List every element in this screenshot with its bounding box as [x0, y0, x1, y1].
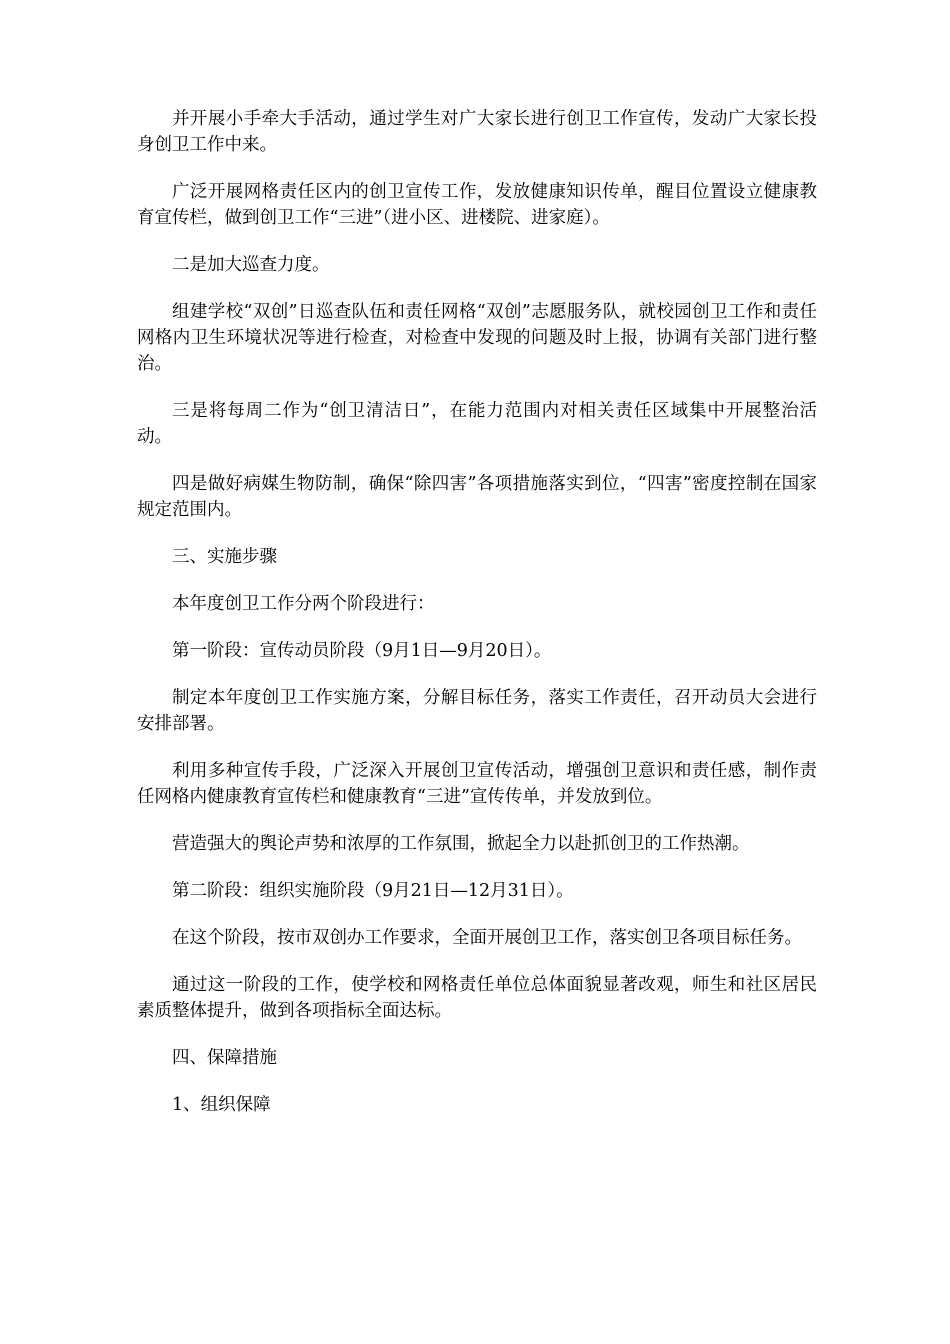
- section-heading: 四、保障措施: [172, 1048, 277, 1068]
- stage-heading: 第一阶段：宣传动员阶段（9月1日—9月20日）。: [172, 641, 552, 661]
- paragraph: 三是将每周二作为“创卫清洁日”，在能力范围内对相关责任区域集中开展整治活动。: [137, 401, 817, 447]
- paragraph: 组建学校“双创”日巡查队伍和责任网格“双创”志愿服务队，就校园创卫工作和责任网格内卫生环境状况等进行检查，对检查中发现的问题及时上报，协调有关部门进行整治。: [137, 302, 817, 374]
- subsection-heading: 1、组织保障: [172, 1095, 271, 1115]
- paragraph: 并开展小手牵大手活动，通过学生对广大家长进行创卫工作宣传，发动广大家长投身创卫工作中来。: [137, 109, 817, 155]
- paragraph: 利用多种宣传手段，广泛深入开展创卫宣传活动，增强创卫意识和责任感，制作责任网格内健康教育宣传栏和健康教育“三进”宣传传单，并发放到位。: [137, 761, 817, 807]
- paragraph: 营造强大的舆论声势和浓厚的工作氛围，掀起全力以赴抓创卫的工作热潮。: [172, 834, 750, 854]
- stage-heading: 第二阶段：组织实施阶段（9月21日—12月31日）。: [172, 881, 574, 901]
- document-body: [137, 106, 817, 1139]
- paragraph: 在这个阶段，按市双创办工作要求，全面开展创卫工作，落实创卫各项目标任务。: [172, 928, 802, 948]
- section-heading: 三、实施步骤: [172, 547, 277, 567]
- paragraph: 广泛开展网格责任区内的创卫宣传工作，发放健康知识传单，醒目位置设立健康教育宣传栏，做到创卫工作“三进”（进小区、进楼院、进家庭）。: [137, 182, 817, 228]
- paragraph: 二是加大巡查力度。: [172, 255, 330, 275]
- paragraph: 四是做好病媒生物防制，确保“除四害”各项措施落实到位，“四害”密度控制在国家规定范围内。: [137, 474, 817, 520]
- paragraph: 本年度创卫工作分两个阶段进行：: [172, 594, 435, 614]
- paragraph: 制定本年度创卫工作实施方案，分解目标任务，落实工作责任，召开动员大会进行安排部署。: [137, 688, 817, 734]
- paragraph: 通过这一阶段的工作，使学校和网格责任单位总体面貌显著改观，师生和社区居民素质整体提升，做到各项指标全面达标。: [137, 975, 817, 1021]
